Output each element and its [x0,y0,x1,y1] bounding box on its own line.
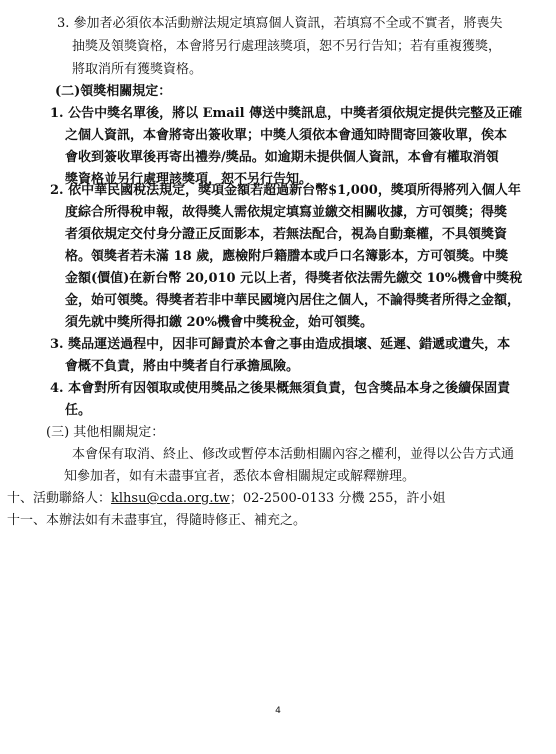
participant-info-rule-line-1: 3. 參加者必須依本活動辦法規定填寫個人資訊，若填寫不全或不實者，將喪失 [57,16,503,31]
winner-announcement-line-2: 之個人資訊，本會將寄出簽收單；中獎人須依本會通知時間寄回簽收單，俟本 [65,128,508,143]
other-rules-line-2: 知參加者，如有未盡事宜者，悉依本會相關規定或解釋辦理。 [64,469,416,484]
page-number: 4 [275,706,281,716]
tax-rule-line-5: 金額(價值)在新台幣 20,010 元以上者，得獎者依法需先繳交 10%機會中獎稅 [65,271,523,286]
contact-phone: ；02-2500-0133 分機 255，許小姐 [229,491,446,506]
participant-info-rule-line-3: 將取消所有獲獎資格。 [72,62,203,77]
tax-rule-line-3: 者須依規定交付身分證正反面影本，若無法配合，視為自動棄權，不具領獎資 [65,227,508,242]
contact-email-link[interactable]: klhsu@cda.org.tw [111,491,230,506]
other-rules-line-1: 本會保有取消、終止、修改或暫停本活動相關內容之權利，並得以公告方式通 [72,447,515,462]
tax-rule-line-7: 須先就中獎所得扣繳 20%機會中獎稅金，始可領獎。 [65,315,373,330]
liability-rule-line-1: 4. 本會對所有因領取或使用獎品之後果概無須負責，包含獎品本身之後續保固責 [50,381,511,396]
prize-claim-rules-heading: (二)領獎相關規定： [55,84,172,99]
winner-announcement-line-4: 獎資格並另行處理該獎項，恕不另行告知。 [65,172,313,187]
liability-rule-line-2: 任。 [65,403,92,418]
shipping-rule-line-2: 會概不負責，將由中獎者自行承擔風險。 [65,359,300,374]
winner-announcement-line-1: 1. 公告中獎名單後，將以 Email 傳送中獎訊息，中獎者須依規定提供完整及正確 [50,106,523,121]
contact-label: 十、活動聯絡人： [7,491,112,506]
winner-announcement-line-3: 會收到簽收單後再寄出禮券/獎品。如逾期未提供個人資訊，本會有權取消領 [65,150,499,165]
other-rules-heading: (三) 其他相關規定： [46,425,165,440]
tax-rule-line-4: 格。領獎者若未滿 18 歲，應檢附戶籍謄本或戶口名簿影本，方可領獎。中獎 [65,249,509,264]
amendment-clause: 十一、本辦法如有未盡事宜，得隨時修正、補充之。 [7,513,307,528]
tax-rule-line-6: 金，始可領獎。得獎者若非中華民國境內居住之個人，不論得獎者所得之金額， [65,293,521,308]
shipping-rule-line-1: 3. 獎品運送過程中，因非可歸責於本會之事由造成損壞、延遲、錯遞或遺失，本 [50,337,511,352]
tax-rule-line-2: 度綜合所得稅申報，故得獎人需依規定填寫並繳交相關收據，方可領獎；得獎 [65,205,508,220]
participant-info-rule-line-2: 抽獎及領獎資格，本會將另行處理該獎項，恕不另行告知；若有重複獲獎， [72,39,502,54]
tax-rule-line-1: 2. 依中華民國稅法規定，獎項金額若超過新台幣$1,000，獎項所得將列入個人年 [50,183,521,198]
contact-line [7,491,445,507]
